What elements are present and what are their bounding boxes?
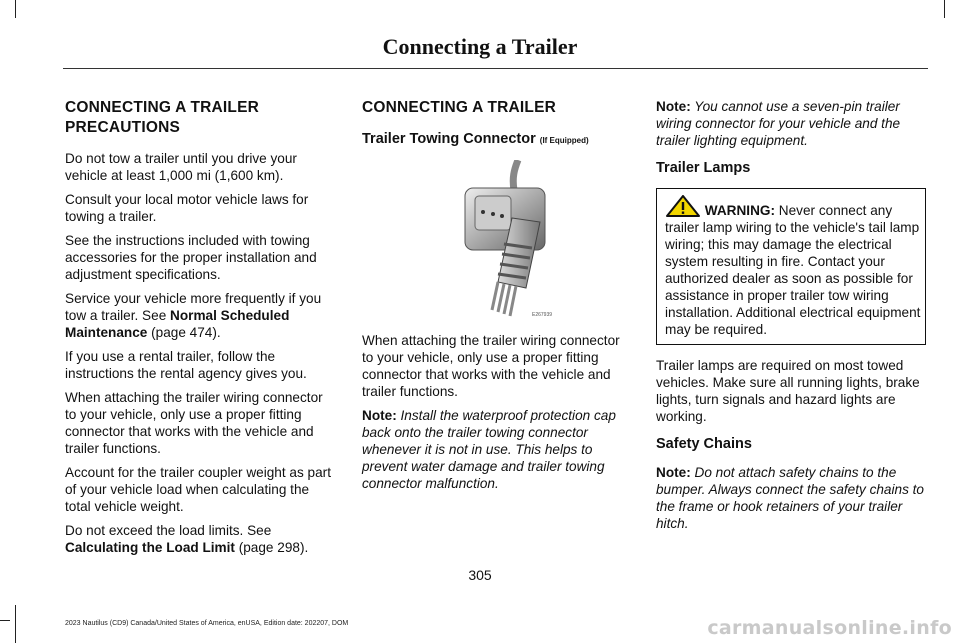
text: Do not exceed the load limits. See (65, 523, 272, 538)
right-column (656, 98, 926, 539)
warning-box (656, 188, 926, 345)
text: Service your vehicle more frequently if you tow a trailer. See (65, 291, 322, 323)
crop-mark-top-right-v (944, 0, 945, 18)
pin (500, 214, 504, 218)
note-paragraph (362, 407, 632, 492)
cable (513, 160, 518, 190)
crop-mark-bottom-left-v (15, 605, 16, 643)
note-text: Do not attach safety chains to the bumper. Always connect the safety chains to the frame or hook retainers of your trailer hitch. (656, 465, 924, 531)
warning-triangle-icon (665, 203, 701, 218)
subheading-safety-chains: Safety Chains (656, 436, 752, 452)
paragraph: Account for the trailer coupler weight as part of your vehicle load when calculating the total vehicle weight. (65, 465, 331, 514)
paragraph: When attaching the trailer wiring connector to your vehicle, only use a proper fitting connector that works with the vehicle and trailer functions. (65, 390, 323, 456)
edition-footer: 2023 Nautilus (CD9) Canada/United States of America, enUSA, Edition date: 202207, DOM (65, 620, 349, 627)
note-paragraph-seven-pin (656, 98, 926, 149)
paragraph-load-limit (65, 522, 337, 556)
if-equipped-label: (If Equipped) (539, 136, 589, 145)
cross-reference-link[interactable]: Calculating the Load Limit (65, 540, 235, 555)
page-number: 305 (468, 567, 492, 583)
text: (page 474). (147, 325, 221, 340)
paragraph: Trailer lamps are required on most towed vehicles. Make sure all running lights, brake lights, turn signals and hazard lights are working. (656, 358, 920, 424)
trailer-connector-illustration (440, 160, 560, 320)
paragraph: Do not tow a trailer until you drive your vehicle at least 1,000 mi (1,600 km). (65, 151, 297, 183)
figure-code: E267939 (532, 312, 553, 318)
note-text: You cannot use a seven-pin trailer wiring connector for your vehicle and the trailer lighting equipment. (656, 99, 901, 148)
paragraph: See the instructions included with towing accessories for the proper installation and adjustment specifications. (65, 233, 317, 282)
note-label: Note: (362, 408, 397, 423)
pin (491, 212, 495, 216)
paragraph: Consult your local motor vehicle laws for towing a trailer. (65, 192, 309, 224)
warning-label: WARNING: (704, 203, 776, 218)
cap-strap (492, 282, 516, 316)
text: (page 298). (234, 540, 309, 555)
connector-figure-svg (440, 160, 560, 320)
crop-mark-top-left-v (15, 0, 16, 18)
note-label: Note: (656, 99, 691, 114)
paragraph: When attaching the trailer wiring connector to your vehicle, only use a proper fitting connector that works with the vehicle and trailer functions. (362, 333, 620, 399)
warning-text: Never connect any trailer lamp wiring to the vehicle's tail lamp wiring; this may damage the electrical system resulting in fire. Contact your authorized dealer as soon as possible for assistance in proper trailer tow wiring installation. Additional electrical equipment may be required. (665, 203, 921, 337)
text: Trailer Towing Connector (362, 131, 536, 147)
paragraph-service (65, 290, 337, 341)
header-rule (63, 68, 928, 69)
page-header-title: Connecting a Trailer (382, 34, 578, 59)
left-column (65, 98, 337, 563)
section-heading-connecting: CONNECTING A TRAILER (362, 99, 557, 116)
cross-reference-link[interactable]: Normal Scheduled Maintenance (65, 308, 290, 340)
subheading-trailer-lamps: Trailer Lamps (656, 160, 751, 176)
note-label: Note: (656, 465, 691, 480)
note-paragraph-chains (656, 464, 926, 532)
section-heading-precautions: CONNECTING A TRAILER PRECAUTIONS (65, 99, 260, 136)
pin (481, 210, 485, 214)
note-text: Install the waterproof protection cap back onto the trailer towing connector whenever it is not in use. This helps to prevent water damage and trailer towing connector malfunction. (362, 408, 616, 491)
middle-column (362, 98, 632, 499)
crop-mark-bottom-left-h (0, 620, 10, 621)
paragraph: If you use a rental trailer, follow the instructions the rental agency gives you. (65, 349, 307, 381)
watermark: carmanualsonline.info (707, 617, 952, 639)
subheading-towing-connector (362, 130, 632, 150)
